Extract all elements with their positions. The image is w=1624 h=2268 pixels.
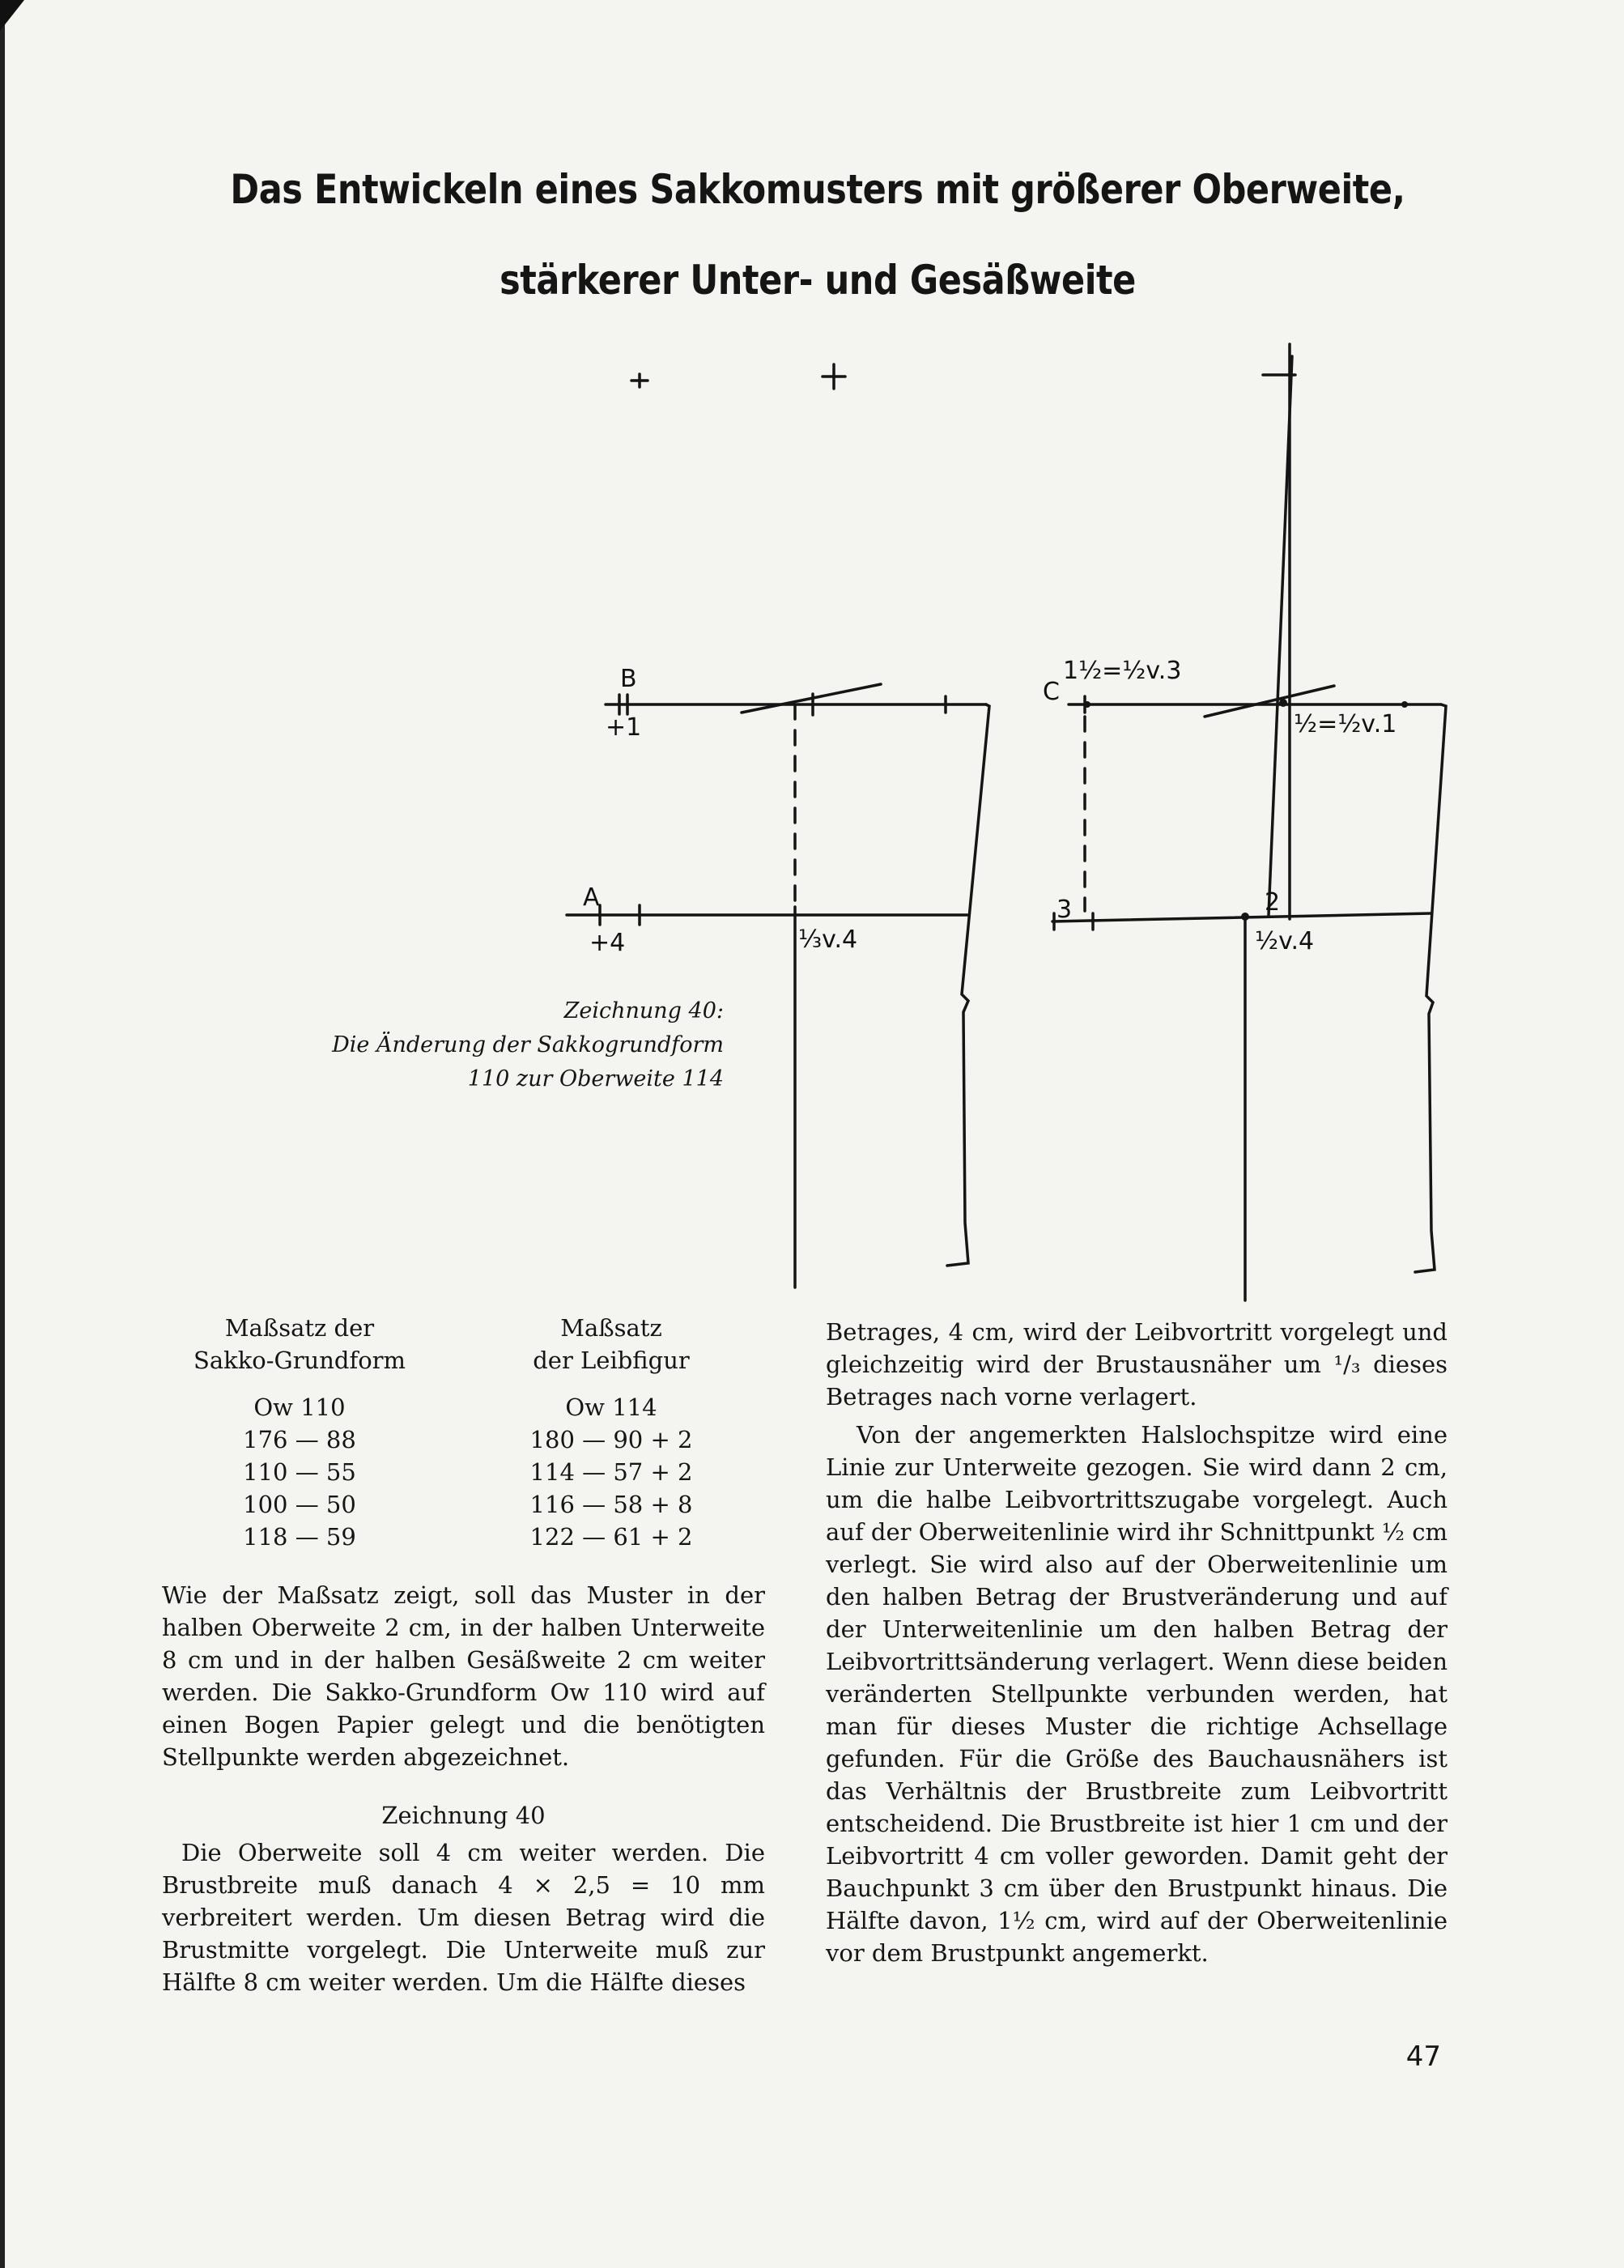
left-side-seam [947, 704, 989, 1266]
label-C: C [1043, 678, 1060, 706]
label-plus4: +4 [589, 929, 626, 957]
table-row: 122 — 61 + 2 [529, 1523, 693, 1551]
left-paragraph-1: Wie der Maßsatz zeigt, soll das Muster in der halben Oberweite 2 cm, in der halben Unterweite 8 cm und in der halben Gesäßweite 2 cm weiter werden. Die Sakko-Grundform Ow 110 wird auf einen Bogen Papier gelegt und die benötigten Stellpunkte werden abgezeichnet. [162, 1581, 765, 1771]
title-line-1: Das Entwickeln eines Sakkomusters mit größerer Oberweite, [230, 166, 1405, 213]
caption-line-3: 110 zur Oberweite 114 [467, 1066, 724, 1091]
caption-line-2: Die Änderung der Sakkogrundform [332, 1032, 724, 1057]
right-paragraph-2: Von der angemerkten Halslochspitze wird eine Linie zur Unterweite gezogen. Sie wird dann 2 cm, um die halbe Leibvortrittszugabe vorgelegt. Auch auf der Oberweitenlinie wird ihr Schnittpunkt ½ cm verlegt. Sie wird also auf der Oberweitenlinie um den halben Betrag der Brustveränderung und auf der Unterweitenlinie um den halben Betrag der Leibvortrittsänderung verlagert. Wenn diese beiden veränderten Stellpunkte verbunden werden, hat man für dieses Muster die richtige Achsellage gefunden. Für die Größe des Bauchausnähers ist das Verhältnis der Brustbreite zum Leibvortritt entscheidend. Die Brustbreite ist hier 1 cm und der Leibvortritt 4 cm voller geworden. Damit geht der Bauchpunkt 3 cm über den Brustpunkt hinaus. Die Hälfte davon, 1½ cm, wird auf der Oberweitenlinie vor dem Brustpunkt angemerkt. [826, 1421, 1448, 1967]
table-heading: der Leibfigur [533, 1347, 690, 1374]
table-row: 110 — 55 [243, 1458, 356, 1486]
table-heading: Sakko-Grundform [193, 1347, 406, 1374]
table-row: 116 — 58 + 8 [529, 1491, 693, 1518]
title-line-2: stärkerer Unter- und Gesäßweite [500, 257, 1136, 304]
right-side-seam [1415, 704, 1446, 1272]
right-paragraph-1: Betrages, 4 cm, wird der Leibvortritt vorgelegt und gleichzeitig wird der Brustausnäher um ¹/₃ dieses Betrages nach vorne verlagert. [826, 1318, 1448, 1411]
table-heading: Maßsatz der [224, 1314, 375, 1342]
measure-table-base-form [162, 1312, 437, 1553]
small-cross-mark [631, 374, 648, 387]
caption-line-1: Zeichnung 40: [563, 998, 724, 1023]
left-shoulder-tick [742, 684, 881, 713]
label-B: B [620, 665, 637, 693]
table-ow-value: Ow 114 [565, 1394, 657, 1421]
right-pattern-drawing [1052, 344, 1446, 1300]
table-heading: Maßsatz [560, 1314, 662, 1342]
label-top-note: ½=½v.1 [1294, 710, 1397, 738]
label-A: A [583, 883, 600, 912]
label-3: 3 [1056, 896, 1073, 924]
table-row: 118 — 59 [243, 1523, 356, 1551]
table-ow-value: Ow 110 [253, 1394, 346, 1421]
left-pattern-drawing [567, 684, 989, 1287]
registration-cross [823, 364, 845, 389]
figure-caption [243, 994, 724, 1096]
label-2: 2 [1265, 888, 1281, 917]
left-paragraph-2: Die Oberweite soll 4 cm weiter werden. Die Brustbreite muß danach 4 × 2,5 = 10 mm verbreitert werden. Um diesen Betrag wird die Brustmitte vorgelegt. Die Unterweite muß zur Hälfte 8 cm weiter werden. Um die Hälfte dieses [162, 1839, 765, 1996]
section-subheading: Zeichnung 40 [381, 1802, 546, 1829]
label-one-third: ⅓v.4 [798, 925, 858, 954]
page-number: 47 [1405, 2040, 1441, 2073]
label-plus1: +1 [606, 713, 642, 742]
label-half-v4: ½v.4 [1255, 927, 1315, 955]
table-row: 180 — 90 + 2 [529, 1426, 693, 1453]
table-row: 176 — 88 [243, 1426, 356, 1453]
table-row: 100 — 50 [243, 1491, 356, 1518]
label-c-note: 1½=½v.3 [1063, 657, 1182, 685]
table-row: 114 — 57 + 2 [529, 1458, 693, 1486]
measure-table-body-figure [478, 1312, 745, 1553]
